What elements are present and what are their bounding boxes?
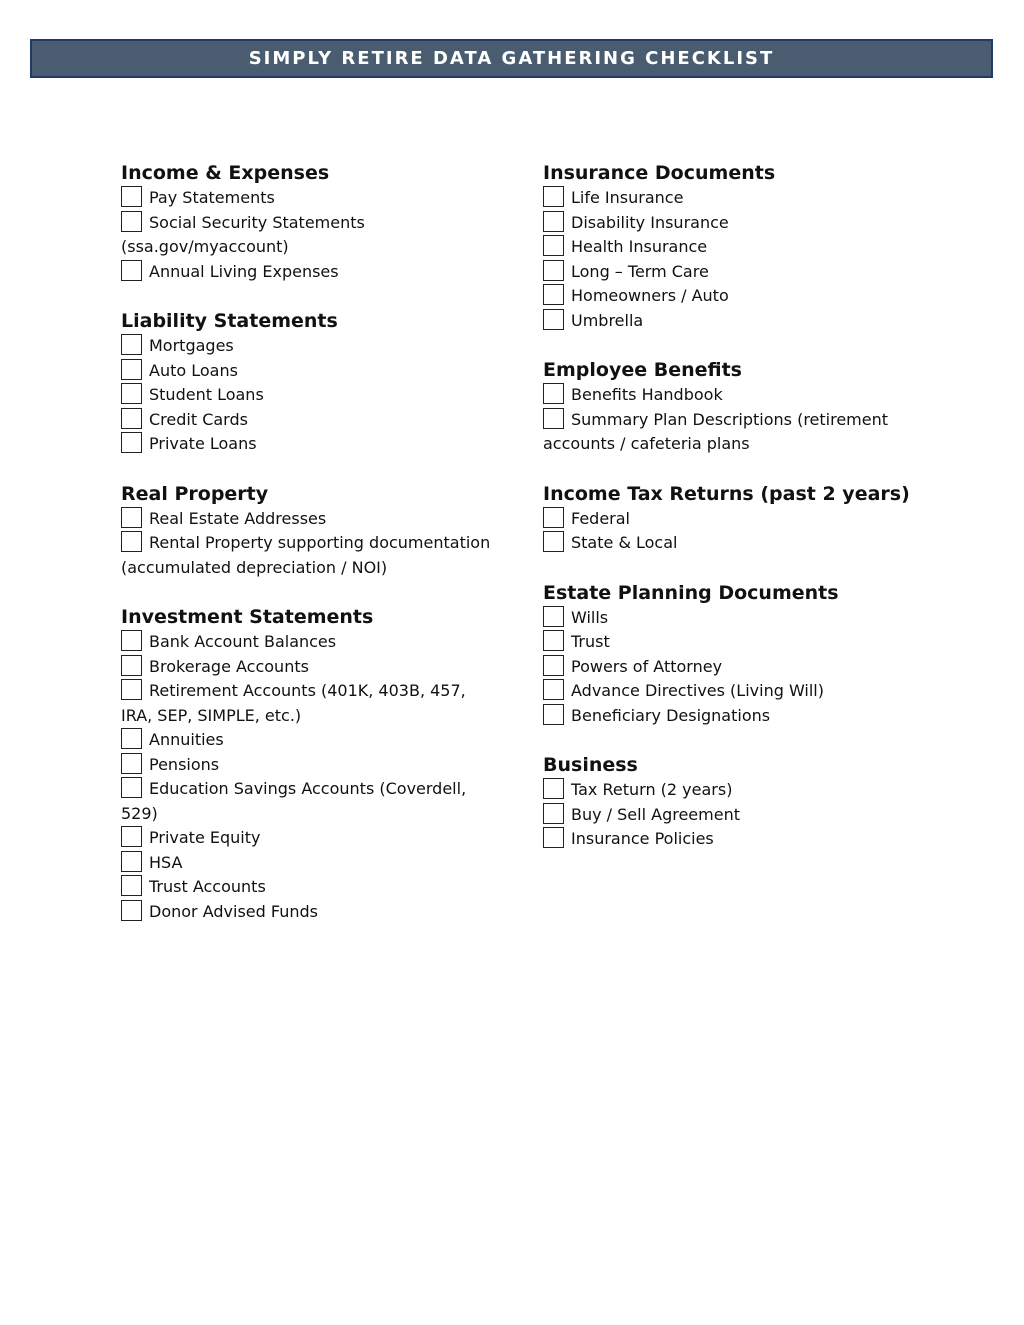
right-column (543, 160, 923, 876)
checklist-item (121, 383, 491, 408)
checklist-section (543, 752, 923, 852)
checkbox[interactable] (121, 630, 142, 651)
checklist-item (543, 235, 923, 260)
checkbox[interactable] (121, 875, 142, 896)
section-heading: Estate Planning Documents (543, 581, 839, 604)
checkbox[interactable] (121, 777, 142, 798)
section-heading: Income & Expenses (121, 162, 330, 184)
title-bar (30, 39, 993, 78)
checklist-item-label: Health Insurance (571, 237, 708, 256)
checklist-item-label: Donor Advised Funds (149, 901, 318, 921)
checklist-item-label: Credit Cards (149, 409, 248, 429)
checkbox[interactable] (543, 507, 564, 528)
checklist-section (121, 604, 491, 924)
checkbox[interactable] (543, 284, 564, 305)
checklist-item (121, 777, 491, 826)
checkbox[interactable] (543, 260, 564, 281)
checkbox[interactable] (543, 827, 564, 848)
checklist-item-label: Private Loans (149, 434, 257, 453)
checkbox[interactable] (543, 778, 564, 799)
checklist-item-label: Trust Accounts (149, 877, 266, 896)
checklist-section (543, 481, 923, 556)
checklist-item (121, 900, 491, 925)
checklist-item-label: Trust (571, 632, 610, 651)
checklist-item (543, 803, 923, 828)
checkbox[interactable] (543, 655, 564, 676)
checkbox[interactable] (121, 507, 142, 528)
checkbox[interactable] (543, 803, 564, 824)
checklist-item-label: Homeowners / Auto (571, 286, 729, 305)
left-column (121, 160, 491, 948)
checklist-item (543, 606, 923, 631)
checkbox[interactable] (543, 211, 564, 232)
checklist-item (543, 408, 923, 457)
checklist-item (121, 408, 491, 433)
checklist-item-label: Real Estate Addresses (149, 508, 327, 528)
checkbox[interactable] (543, 679, 564, 700)
checklist-item-label: Private Equity (149, 828, 261, 847)
checkbox[interactable] (543, 704, 564, 725)
checklist-item-label: Summary Plan Descriptions (retirement accounts / cafeteria plans (543, 409, 889, 453)
checklist-item-label: Long – Term Care (571, 261, 709, 281)
checklist-section (543, 357, 923, 457)
checklist-item (543, 630, 923, 655)
checklist-item (121, 186, 491, 211)
checkbox[interactable] (121, 408, 142, 429)
checklist-section (543, 580, 923, 729)
section-heading: Real Property (121, 482, 269, 505)
checklist-item (121, 679, 491, 728)
checklist-item (121, 359, 491, 384)
checklist-item-label: Tax Return (2 years) (571, 780, 733, 799)
checkbox[interactable] (121, 679, 142, 700)
checklist-item (121, 211, 491, 260)
checklist-item (121, 655, 491, 680)
checkbox[interactable] (121, 655, 142, 676)
checkbox[interactable] (543, 606, 564, 627)
checklist-item-label: Retirement Accounts (401K, 403B, 457, IRA, SEP, SIMPLE, etc.) (121, 681, 466, 725)
checklist-section (121, 481, 491, 581)
checklist-item-label: Federal (571, 508, 630, 528)
checklist-item-label: Disability Insurance (571, 212, 729, 232)
checklist-item-label: Education Savings Accounts (Coverdell, 529) (121, 779, 467, 823)
checklist-item-label: Student Loans (149, 385, 264, 404)
section-heading: Insurance Documents (543, 162, 776, 184)
checkbox[interactable] (121, 753, 142, 774)
checklist-item (121, 260, 491, 285)
checklist-item (121, 728, 491, 753)
checklist-item (121, 851, 491, 876)
checklist-item (543, 827, 923, 852)
checklist-item (543, 383, 923, 408)
checkbox[interactable] (121, 728, 142, 749)
checkbox[interactable] (543, 408, 564, 429)
checklist-item-label: Pensions (149, 754, 220, 774)
checklist-item (121, 630, 491, 655)
checklist-item-label: Pay Statements (149, 188, 275, 207)
checklist-item (543, 211, 923, 236)
checklist-item-label: Mortgages (149, 336, 234, 355)
checklist-item-label: Annual Living Expenses (149, 261, 339, 281)
checkbox[interactable] (543, 309, 564, 330)
checklist-item (543, 704, 923, 729)
checklist-item-label: Beneficiary Designations (571, 705, 771, 725)
checklist-item (121, 826, 491, 851)
checklist-item-label: HSA (149, 852, 183, 872)
checkbox[interactable] (543, 630, 564, 651)
section-heading: Income Tax Returns (past 2 years) (543, 482, 910, 505)
section-heading: Investment Statements (121, 606, 374, 628)
checklist-item-label: Insurance Policies (571, 829, 714, 848)
checklist-item (121, 507, 491, 532)
checklist-item-label: Bank Account Balances (149, 632, 337, 651)
checklist-item (121, 432, 491, 457)
checklist-item-label: Auto Loans (149, 360, 238, 380)
checklist-item (543, 679, 923, 704)
checkbox[interactable] (121, 260, 142, 281)
checklist-item-label: Umbrella (571, 310, 644, 330)
checkbox[interactable] (543, 186, 564, 207)
checkbox[interactable] (121, 851, 142, 872)
checklist-item-label: Life Insurance (571, 188, 684, 207)
checkbox[interactable] (121, 900, 142, 921)
checklist-item-label: Social Security Statements (ssa.gov/myaccount) (121, 212, 365, 256)
checkbox[interactable] (121, 211, 142, 232)
checklist-item (121, 334, 491, 359)
checklist-item (121, 753, 491, 778)
checklist-item (543, 284, 923, 309)
checklist-item (543, 655, 923, 680)
checklist-item (543, 507, 923, 532)
checklist-item (543, 260, 923, 285)
checklist-item (121, 875, 491, 900)
checklist-section (121, 308, 491, 457)
checklist-section (121, 160, 491, 284)
page-title: SIMPLY RETIRE DATA GATHERING CHECKLIST (248, 48, 775, 69)
checklist-item (543, 531, 923, 556)
checkbox[interactable] (121, 186, 142, 207)
checkbox[interactable] (121, 359, 142, 380)
checklist-item-label: State & Local (571, 533, 678, 552)
checklist-item-label: Annuities (149, 730, 224, 749)
checkbox[interactable] (121, 432, 142, 453)
checkbox[interactable] (121, 531, 142, 552)
checklist-item (121, 531, 491, 580)
checklist-item-label: Advance Directives (Living Will) (571, 681, 824, 700)
checkbox[interactable] (543, 235, 564, 256)
checkbox[interactable] (543, 383, 564, 404)
checklist-item-label: Brokerage Accounts (149, 656, 309, 676)
section-heading: Liability Statements (121, 310, 338, 332)
checklist-item-label: Rental Property supporting documentation (accumulated depreciation / NOI) (121, 533, 491, 577)
checklist-section (543, 160, 923, 333)
checklist-item-label: Powers of Attorney (571, 656, 723, 676)
checklist-item (543, 778, 923, 803)
checklist-item-label: Benefits Handbook (571, 385, 723, 404)
checklist-item (543, 309, 923, 334)
checklist-item-label: Wills (571, 607, 609, 627)
section-heading: Business (543, 754, 638, 776)
checkbox[interactable] (121, 383, 142, 404)
checkbox[interactable] (543, 531, 564, 552)
checkbox[interactable] (121, 826, 142, 847)
checkbox[interactable] (121, 334, 142, 355)
section-heading: Employee Benefits (543, 359, 742, 381)
checklist-item (543, 186, 923, 211)
checklist-item-label: Buy / Sell Agreement (571, 804, 740, 824)
